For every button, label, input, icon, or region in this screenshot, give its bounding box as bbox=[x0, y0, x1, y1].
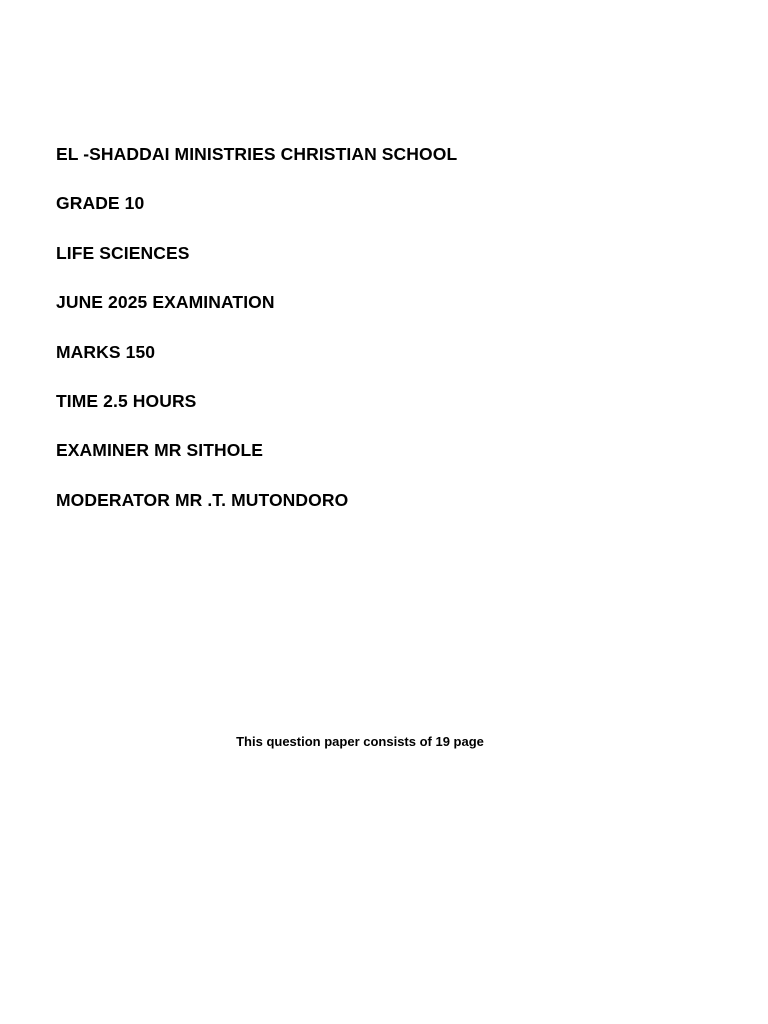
examiner-label: EXAMINER MR SITHOLE bbox=[56, 440, 264, 461]
page-count-note: This question paper consists of 19 page bbox=[236, 734, 484, 749]
subject-label: LIFE SCIENCES bbox=[56, 242, 190, 263]
time-label: TIME 2.5 HOURS bbox=[56, 390, 197, 411]
cover-details bbox=[56, 143, 736, 538]
examination-label: JUNE 2025 EXAMINATION bbox=[56, 292, 275, 313]
marks-label: MARKS 150 bbox=[56, 341, 156, 362]
moderator-label: MODERATOR MR .T. MUTONDORO bbox=[56, 489, 349, 510]
school-name: EL -SHADDAI MINISTRIES CHRISTIAN SCHOOL bbox=[56, 144, 458, 164]
grade-label: GRADE 10 bbox=[56, 193, 145, 214]
